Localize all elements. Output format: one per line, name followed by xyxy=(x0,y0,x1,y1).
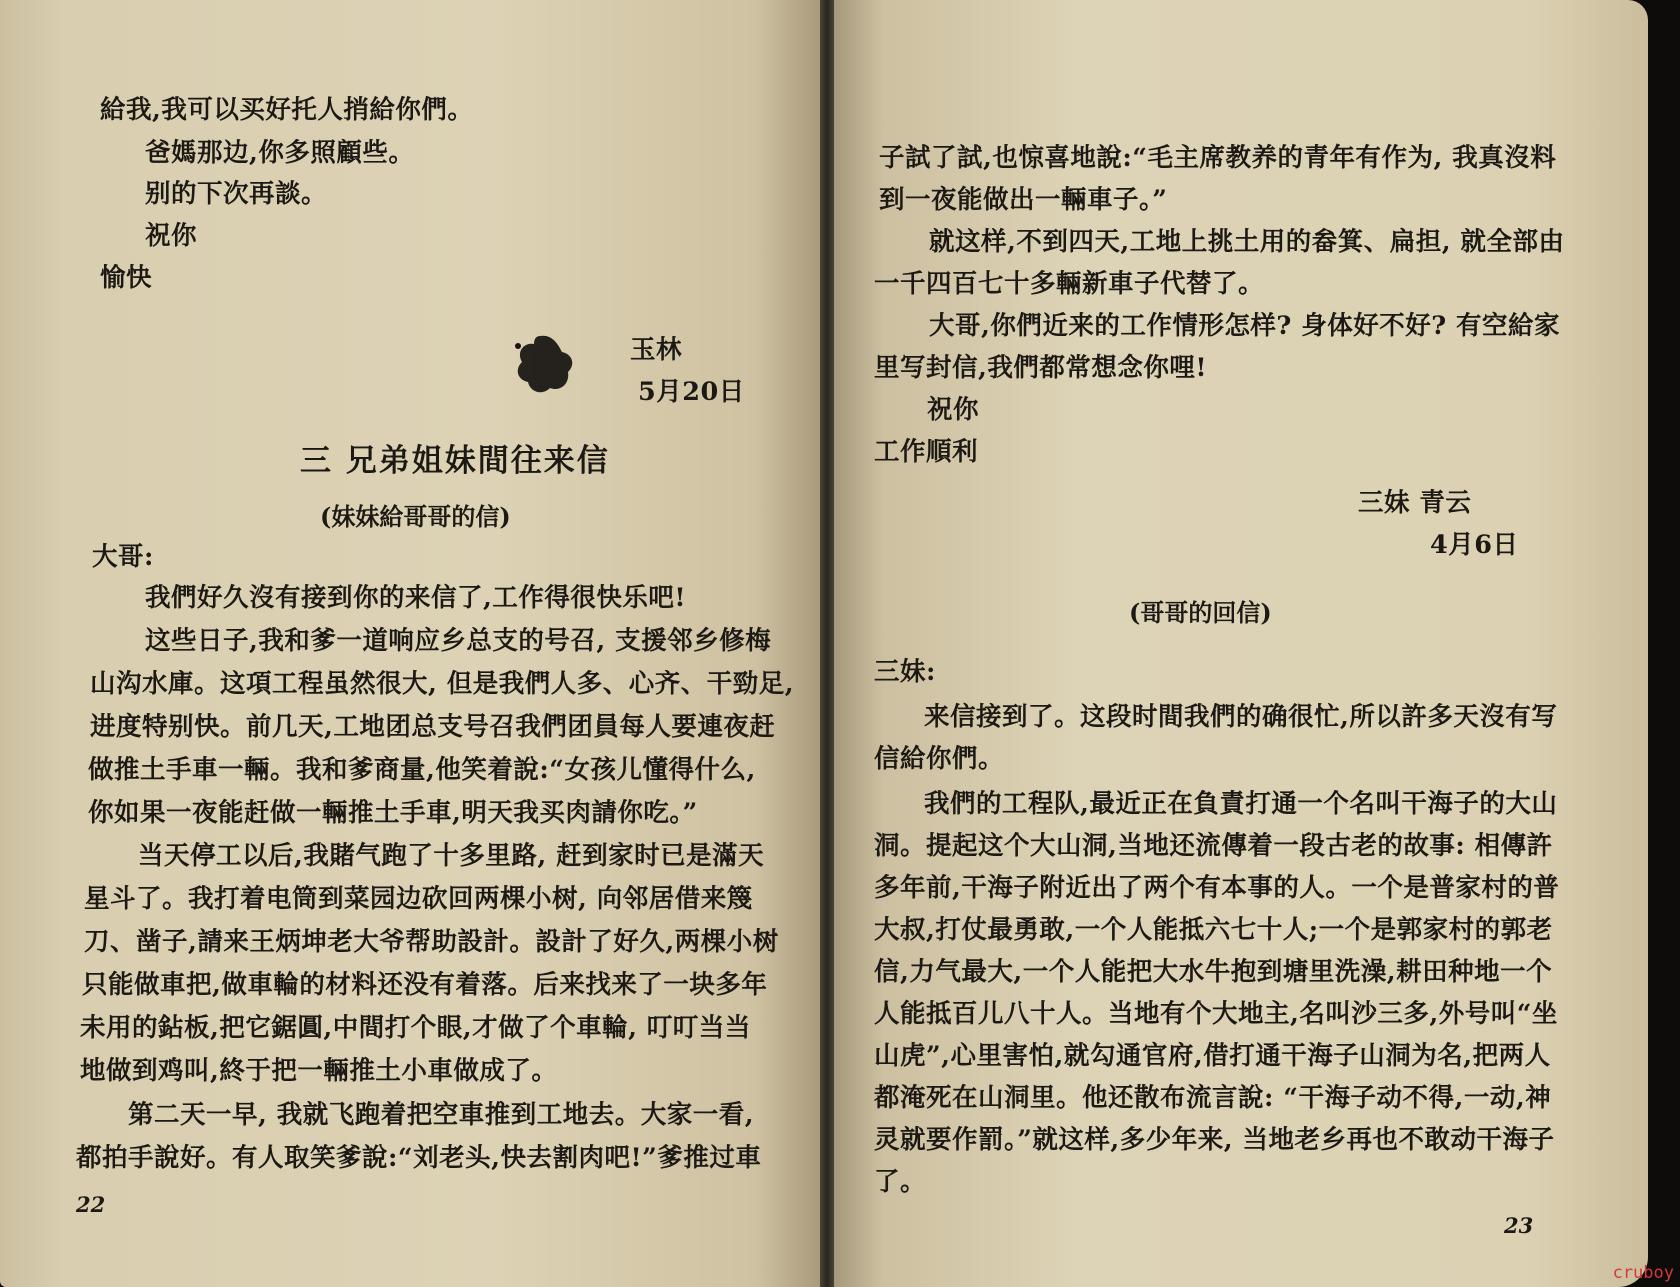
reply-body-line: 都淹死在山洞里。他还散布流言說: “干海子动不得,一动,神 xyxy=(874,1083,1552,1113)
reply-body-line: 信,力气最大,一个人能把大水牛抱到塘里洗澡,耕田种地一个 xyxy=(874,957,1553,987)
body-line: 我們好久沒有接到你的来信了,工作得很快乐吧! xyxy=(145,583,687,613)
body-line: 都拍手說好。有人取笑爹說:“刘老头,快去割肉吧!”爹推过車 xyxy=(76,1143,762,1173)
reply-body-line: 我們的工程队,最近正在負責打通一个名叫干海子的大山 xyxy=(924,789,1558,819)
reply-body-line: 信給你們。 xyxy=(874,744,1005,774)
body-line: 地做到鸡叫,終于把一輛推土小車做成了。 xyxy=(80,1056,558,1086)
reply-letter-title: (哥哥的回信) xyxy=(1129,598,1272,627)
right-line: 到一夜能做出一輛車子。” xyxy=(879,185,1168,215)
right-line: 工作順利 xyxy=(874,437,979,467)
reply-body-line: 了。 xyxy=(874,1167,927,1197)
reply-body-line: 来信接到了。这段时間我們的确很忙,所以許多天沒有写 xyxy=(924,702,1558,732)
letter-title: (妹妹給哥哥的信) xyxy=(320,502,511,531)
left-date: 5月20日 xyxy=(638,377,745,407)
right-line: 就这样,不到四天,工地上挑土用的畚箕、扁担, 就全部由 xyxy=(929,227,1565,257)
body-line: 刀、凿子,請来王炳坤老大爷帮助設計。設計了好久,两棵小树 xyxy=(84,927,779,957)
right-line: 一千四百七十多輛新車子代替了。 xyxy=(874,269,1265,299)
body-line: 星斗了。我打着电筒到菜园边砍回两棵小树, 向邻居借来篾 xyxy=(84,884,753,914)
body-line: 进度特别快。前几天,工地团总支号召我們团員每人要連夜赶 xyxy=(90,712,776,742)
right-line: 祝你 xyxy=(927,395,980,425)
watermark: cruboy xyxy=(1612,1263,1674,1283)
left-top-line-3: 别的下次再談。 xyxy=(145,179,328,209)
left-page xyxy=(0,0,820,1287)
reply-body-line: 洞。提起这个大山洞,当地还流傳着一段古老的故事: 相傳許 xyxy=(874,831,1553,861)
body-line: 第二天一早, 我就飞跑着把空車推到工地去。大家一看, xyxy=(128,1100,755,1130)
right-date: 4月6日 xyxy=(1430,530,1519,560)
reply-body-line: 大叔,打仗最勇敢,一个人能抵六七十人;一个是郭家村的郭老 xyxy=(874,915,1553,945)
page-number-right: 23 xyxy=(1504,1213,1534,1238)
right-line: 里写封信,我們都常想念你哩! xyxy=(874,353,1208,383)
body-line: 做推土手車一輛。我和爹商量,他笑着說:“女孩儿懂得什么, xyxy=(88,755,756,785)
body-line: 你如果一夜能赶做一輛推土手車,明天我买肉請你吃。” xyxy=(88,798,698,828)
right-signature: 三妹 青云 xyxy=(1358,488,1472,518)
body-line: 山沟水庫。这項工程虽然很大, 但是我們人多、心齐、干勁足, xyxy=(90,669,795,699)
left-top-line-5: 愉快 xyxy=(100,263,153,293)
body-line: 当天停工以后,我賭气跑了十多里路, 赶到家时已是滿天 xyxy=(138,841,765,871)
right-line: 子試了試,也惊喜地說:“毛主席教养的青年有作为, 我真沒料 xyxy=(879,143,1557,173)
ink-blot xyxy=(510,330,580,400)
reply-body-line: 人能抵百儿八十人。当地有个大地主,名叫沙三多,外号叫“坐 xyxy=(874,999,1558,1029)
reply-body-line: 灵就要作罰。”就这样,多少年来, 当地老乡再也不敢动干海子 xyxy=(874,1125,1555,1155)
salutation: 大哥: xyxy=(92,542,154,572)
left-top-line-4: 祝你 xyxy=(145,221,198,251)
left-top-line-1: 給我,我可以买好托人捎給你們。 xyxy=(100,95,474,125)
left-top-line-2: 爸媽那边,你多照顧些。 xyxy=(145,138,415,168)
reply-salutation: 三妹: xyxy=(874,657,936,687)
right-page xyxy=(834,0,1648,1287)
left-signature: 玉林 xyxy=(630,335,683,365)
reply-body-line: 山虎”,心里害怕,就勾通官府,借打通干海子山洞为名,把两人 xyxy=(874,1041,1551,1071)
right-line: 大哥,你們近来的工作情形怎样? 身体好不好? 有空給家 xyxy=(929,311,1561,341)
body-line: 这些日子,我和爹一道响应乡总支的号召, 支援邻乡修梅 xyxy=(145,626,772,656)
body-line: 只能做車把,做車輪的材料还没有着落。后来找来了一块多年 xyxy=(82,970,768,1000)
page-number-left: 22 xyxy=(76,1192,106,1217)
body-line: 未用的鉆板,把它鋸圓,中間打个眼,才做了个車輪, 叮叮当当 xyxy=(80,1013,751,1043)
section-heading: 三 兄弟姐妹間往来信 xyxy=(300,443,610,479)
reply-body-line: 多年前,干海子附近出了两个有本事的人。一个是普家村的普 xyxy=(874,873,1560,903)
